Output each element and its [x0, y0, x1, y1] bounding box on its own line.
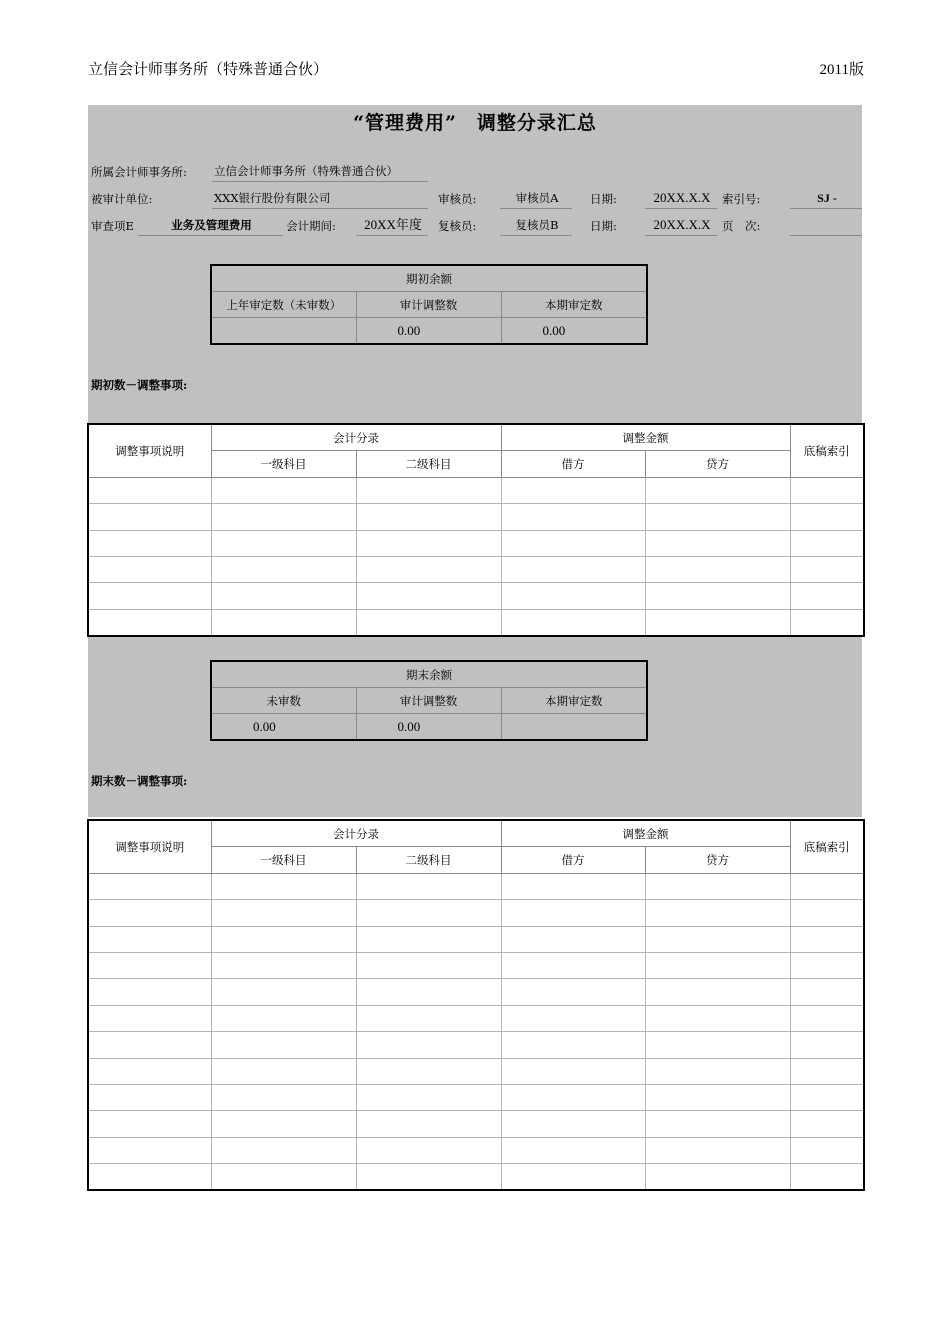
- col-level2: 二级科目: [356, 451, 501, 477]
- col-credit: 贷方: [645, 451, 790, 477]
- opening-balance-title: 期初余额: [211, 265, 647, 292]
- table-row[interactable]: [88, 477, 864, 503]
- date-label: 日期:: [590, 192, 617, 206]
- period-label: 会计期间:: [286, 219, 336, 233]
- opening-value-audited[interactable]: 0.00: [501, 318, 647, 345]
- reviewer-value[interactable]: 审核员A: [500, 187, 572, 209]
- col-level2: 二级科目: [356, 847, 501, 873]
- col-entry: 会计分录: [211, 820, 501, 847]
- reviewer-label: 审核员:: [438, 192, 477, 206]
- auditee-label: 被审计单位:: [91, 192, 153, 206]
- col-amount: 调整金额: [501, 820, 790, 847]
- opening-col-adjust: 审计调整数: [356, 292, 501, 318]
- closing-adjustments-table: [87, 819, 865, 1191]
- col-index: 底稿索引: [790, 424, 864, 477]
- table-row[interactable]: [88, 1032, 864, 1058]
- table-row[interactable]: [88, 1084, 864, 1110]
- table-row[interactable]: [88, 530, 864, 556]
- item-value[interactable]: 业务及管理费用: [138, 214, 283, 236]
- opening-col-prior: 上年审定数（未审数）: [211, 292, 356, 318]
- opening-balance-table: [210, 264, 648, 345]
- index-value[interactable]: SJ -: [790, 187, 862, 209]
- table-row[interactable]: [88, 979, 864, 1005]
- page-label: 页 次:: [722, 219, 761, 233]
- page-title: “管理费用” 调整分录汇总: [353, 112, 597, 134]
- table-row[interactable]: [88, 926, 864, 952]
- col-desc: 调整事项说明: [88, 820, 211, 873]
- table-row[interactable]: [88, 1137, 864, 1163]
- col-debit: 借方: [501, 451, 645, 477]
- closing-section-label: 期末数－调整事项:: [91, 774, 188, 788]
- rechecker-label: 复核员:: [438, 219, 477, 233]
- col-amount: 调整金额: [501, 424, 790, 451]
- closing-value-audited[interactable]: [501, 714, 647, 741]
- closing-balance-title: 期末余额: [211, 661, 647, 688]
- version-label: 2011版: [819, 62, 864, 78]
- period-value[interactable]: 20XX年度: [356, 214, 428, 236]
- closing-col-audited: 本期审定数: [501, 688, 647, 714]
- opening-value-adjust[interactable]: 0.00: [356, 318, 501, 345]
- index-label: 索引号:: [722, 192, 761, 206]
- opening-col-audited: 本期审定数: [501, 292, 647, 318]
- rechecker-value[interactable]: 复核员B: [500, 214, 572, 236]
- opening-adjustments-table: [87, 423, 865, 637]
- firm-value[interactable]: 立信会计师事务所（特殊普通合伙）: [212, 160, 428, 182]
- page-value[interactable]: [790, 214, 862, 236]
- col-index: 底稿索引: [790, 820, 864, 873]
- item-label: 审查项E: [91, 219, 134, 233]
- closing-value-adjust[interactable]: 0.00: [356, 714, 501, 741]
- col-level1: 一级科目: [211, 847, 356, 873]
- closing-col-unaudited: 未审数: [211, 688, 356, 714]
- table-row[interactable]: [88, 952, 864, 978]
- table-row[interactable]: [88, 900, 864, 926]
- table-row[interactable]: [88, 1111, 864, 1137]
- auditee-value[interactable]: XXX银行股份有限公司: [212, 187, 428, 209]
- closing-value-unaudited[interactable]: 0.00: [211, 714, 356, 741]
- date2-label: 日期:: [590, 219, 617, 233]
- table-row[interactable]: [88, 556, 864, 582]
- col-entry: 会计分录: [211, 424, 501, 451]
- opening-section-label: 期初数－调整事项:: [91, 378, 188, 392]
- table-row[interactable]: [88, 504, 864, 530]
- table-row[interactable]: [88, 1005, 864, 1031]
- table-row[interactable]: [88, 1164, 864, 1191]
- date-value[interactable]: 20XX.X.X: [645, 187, 717, 209]
- opening-value-prior[interactable]: [211, 318, 356, 345]
- col-credit: 贷方: [645, 847, 790, 873]
- table-row[interactable]: [88, 873, 864, 899]
- col-level1: 一级科目: [211, 451, 356, 477]
- firm-header: 立信会计师事务所（特殊普通合伙）: [88, 60, 329, 78]
- col-desc: 调整事项说明: [88, 424, 211, 477]
- date2-value[interactable]: 20XX.X.X: [645, 214, 717, 236]
- table-row[interactable]: [88, 1058, 864, 1084]
- closing-col-adjust: 审计调整数: [356, 688, 501, 714]
- firm-label: 所属会计师事务所:: [91, 165, 187, 179]
- closing-balance-table: [210, 660, 648, 741]
- table-row[interactable]: [88, 583, 864, 609]
- table-row[interactable]: [88, 609, 864, 636]
- col-debit: 借方: [501, 847, 645, 873]
